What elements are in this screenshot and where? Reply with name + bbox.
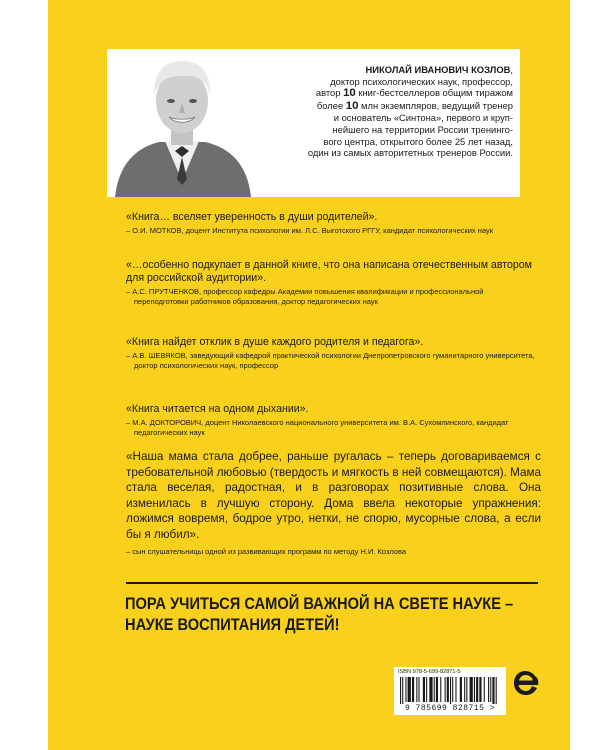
slogan [125, 594, 514, 635]
author-panel [107, 49, 520, 197]
review-quote-1 [126, 211, 538, 236]
quote-attribution: – О.И. МОТКОВ, доцент Института психологии им. Л.С. Выготского РГГУ, кандидат психологических наук [126, 226, 494, 235]
testimonial-attribution: – сын слушательницы одной из развивающих программ по методу Н.И. Козлова [126, 547, 407, 556]
parent-testimonial [126, 449, 541, 557]
eksmo-e-logo-icon [512, 669, 540, 697]
bio-line-2a: более [316, 99, 346, 111]
bio-line-1-number: 10 [343, 87, 356, 100]
quote-attribution: – А.С. ПРУТЧЕНКОВ, профессор кафедры Академии повышения квалификации и профессиональной переподготовки работников образования, доктор педагогических наук [126, 287, 484, 306]
isbn-label: ISBN 978-5-699-82871-5 [398, 669, 461, 675]
barcode-number: 9 785699 828715 > [404, 704, 496, 713]
barcode-bars [400, 677, 500, 704]
slogan-line-2: НАУКЕ ВОСПИТАНИЯ ДЕТЕЙ! [125, 615, 340, 634]
slogan-line-1: ПОРА УЧИТЬСЯ САМОЙ ВАЖНОЙ НА СВЕТЕ НАУКЕ – [125, 595, 514, 613]
bio-line-4: нейшего на территории России тренинго- [332, 123, 513, 135]
bio-line-6: один из самых авторитетных тренеров России. [307, 147, 513, 159]
bio-line-3: и основатель «Синтона», первого и круп- [333, 112, 513, 124]
book-back-cover [48, 0, 570, 750]
bio-line-1b: книг-бестселлеров общим тиражом [355, 87, 513, 99]
quote-text: «…особенно подкупает в данной книге, что она написана отечественным автором для российской аудитории». [126, 259, 532, 284]
author-bio: НИКОЛАЙ ИВАНОВИЧ КОЗЛОВ, доктор психологических наук, профессор, автор 10 книг-бестселлеров общим тиражом более 10 млн экземпляров, ведущий тренер и основатель «Синтона», первого и круп- нейшего на территории России тренинго- вого центра, открытого более 25 лет назад, один из самых авторитетных тренеров России. [307, 64, 513, 159]
author-portrait [107, 49, 257, 197]
barcode-block [394, 667, 506, 715]
author-name: НИКОЛАЙ ИВАНОВИЧ КОЗЛОВ [365, 64, 511, 75]
quote-text: «Книга найдет отклик в душе каждого родителя и педагога». [126, 336, 424, 348]
bio-line-0: доктор психологических наук, профессор, [330, 75, 513, 87]
quote-text: «Книга читается на одном дыхании». [126, 403, 309, 415]
review-quote-2 [126, 259, 538, 306]
bio-line-5: вого центра, открытого более 25 лет назад, [323, 135, 513, 147]
review-quote-3 [126, 336, 538, 370]
quote-text: «Книга… вселяет уверенность в души родителей». [126, 211, 378, 223]
review-quote-4 [126, 403, 538, 437]
quote-attribution: – М.А. ДОКТОРОВИЧ, доцент Николаевского национального университета им. В.А. Сухомлинского, кандидат педагогических наук [126, 418, 509, 437]
quote-attribution: – А.В. ШЕВЯКОВ, заведующий кафедрой практической психологии Днепропетровского гуманитарного университета, доктор психологических наук, профессор [126, 351, 535, 370]
bio-line-2-number: 10 [345, 99, 359, 112]
testimonial-text: «Наша мама стала добрее, раньше ругалась – теперь договариваемся с требовательной любовью (твердость и мягкость в ней совмещаются). Мама стала веселая, радостная, и в разговорах позитивные слова. Она изменилась в лучшую сторону. Дома ввела некоторые упражнения: ложимся вовремя, бодрое утро, нетки, не спорю, мусорные слова, а если бы я любил». [126, 450, 541, 541]
bio-line-1a: автор [315, 87, 344, 99]
divider-line [126, 582, 538, 584]
bio-line-2b: млн экземпляров, ведущий тренер [358, 99, 513, 111]
